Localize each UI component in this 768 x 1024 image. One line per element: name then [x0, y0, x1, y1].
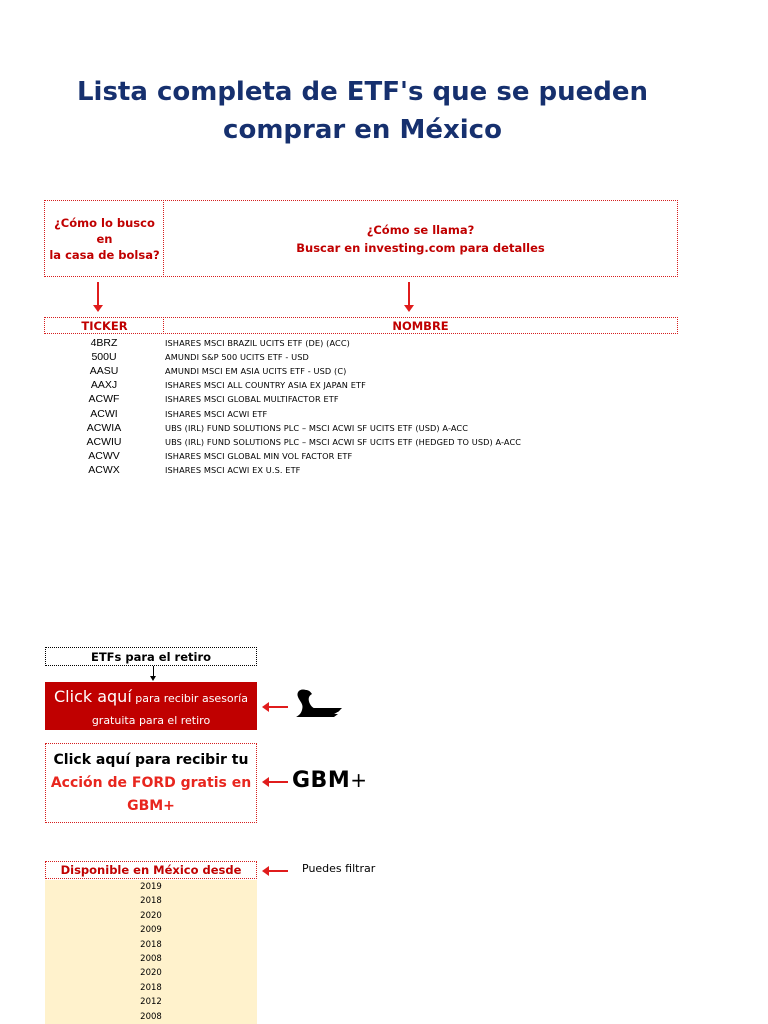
page-title: [0, 73, 725, 149]
table-row: [44, 421, 644, 435]
ford-line-2: Acción de FORD gratis en: [50, 775, 252, 791]
gbm-logo-text: GBM: [292, 768, 351, 793]
year-cell: 2018: [140, 982, 162, 993]
title-line-1: Lista completa de ETF's que se pueden: [76, 77, 649, 107]
header-right-line-1: ¿Cómo se llama?: [366, 222, 475, 237]
ford-line-1: Click aquí para recibir tu: [53, 752, 249, 768]
table-row: [44, 435, 644, 449]
year-list: [45, 880, 257, 1024]
table-row: [44, 463, 644, 477]
header-ticker-explainer: [44, 200, 164, 277]
name-cell: UBS (IRL) FUND SOLUTIONS PLC – MSCI ACWI SF UCITS ETF (USD) A-ACC: [165, 422, 469, 433]
title-line-2: comprar en México: [223, 115, 502, 145]
name-cell: AMUNDI MSCI EM ASIA UCITS ETF - USD (C): [165, 366, 347, 377]
arrow-down-icon: [408, 282, 410, 306]
table-row: [44, 364, 644, 378]
arrow-down-icon: [97, 282, 99, 306]
arrow-left-icon: [268, 870, 288, 872]
ticker-cell: ACWV: [88, 449, 120, 462]
year-cell: 2008: [140, 1011, 162, 1022]
header-name-explainer: [163, 200, 678, 277]
ticker-cell: ACWF: [88, 393, 120, 406]
gbm-logo[interactable]: [292, 768, 367, 793]
gbm-logo-plus: +: [350, 768, 368, 792]
table-row: [44, 449, 644, 463]
ticker-cell: AAXJ: [90, 379, 118, 392]
header-right-line-2: Buscar en investing.com para detalles: [296, 240, 545, 255]
year-cell: 2018: [140, 939, 162, 950]
arrow-left-icon: [268, 706, 288, 708]
asesoria-button-small-text-2: gratuita para el retiro: [91, 714, 211, 727]
table-row: [44, 350, 644, 364]
year-cell: 2019: [140, 882, 162, 892]
name-cell: UBS (IRL) FUND SOLUTIONS PLC – MSCI ACWI SF UCITS ETF (HEDGED TO USD) A-ACC: [165, 436, 522, 447]
column-header-nombre[interactable]: NOMBRE: [163, 317, 678, 334]
asesoria-retiro-button[interactable]: [45, 682, 257, 730]
ford-line-3: GBM+: [127, 798, 175, 814]
column-header-ticker[interactable]: TICKER: [44, 317, 164, 334]
name-cell: ISHARES MSCI GLOBAL MIN VOL FACTOR ETF: [165, 450, 353, 461]
name-cell: ISHARES MSCI BRAZIL UCITS ETF (DE) (ACC): [165, 338, 350, 349]
ticker-cell: ACWIU: [86, 435, 122, 448]
header-left-line-2: la casa de bolsa?: [49, 247, 160, 262]
year-cell: 2009: [140, 925, 162, 936]
table-row: [44, 336, 644, 350]
table-row: [44, 392, 644, 406]
ford-gratis-button[interactable]: [45, 743, 257, 823]
retiro-label: ETFs para el retiro: [45, 647, 257, 666]
name-cell: ISHARES MSCI ALL COUNTRY ASIA EX JAPAN ETF: [165, 380, 366, 391]
filter-note: Puedes filtrar: [302, 862, 376, 875]
name-cell: ISHARES MSCI GLOBAL MULTIFACTOR ETF: [165, 394, 339, 405]
ticker-cell: 500U: [91, 351, 117, 364]
name-cell: ISHARES MSCI ACWI ETF: [165, 408, 268, 419]
year-cell: 2020: [140, 910, 162, 921]
ticker-cell: ACWX: [88, 463, 120, 476]
ticker-cell: ACWIA: [86, 421, 122, 434]
disponible-header[interactable]: Disponible en México desde: [45, 861, 257, 879]
year-cell: 2012: [140, 997, 162, 1008]
table-row: [44, 406, 644, 420]
arrow-left-icon: [268, 781, 288, 783]
etf-table: [44, 336, 644, 477]
ticker-cell: AASU: [89, 365, 119, 378]
swan-logo-icon[interactable]: [292, 686, 344, 722]
table-row: [44, 378, 644, 392]
ticker-cell: ACWI: [90, 407, 118, 420]
year-cell: 2018: [140, 896, 162, 907]
header-left-line-1: ¿Cómo lo busco en: [54, 215, 155, 246]
ticker-cell: 4BRZ: [90, 337, 118, 350]
name-cell: ISHARES MSCI ACWI EX U.S. ETF: [165, 464, 301, 475]
asesoria-button-big-text: Click aquí: [54, 687, 132, 706]
name-cell: AMUNDI S&P 500 UCITS ETF - USD: [165, 352, 309, 363]
arrow-down-icon: [153, 666, 154, 677]
year-cell: 2008: [140, 953, 162, 964]
year-cell: 2020: [140, 968, 162, 979]
asesoria-button-small-text-1: para recibir asesoría: [131, 692, 248, 705]
